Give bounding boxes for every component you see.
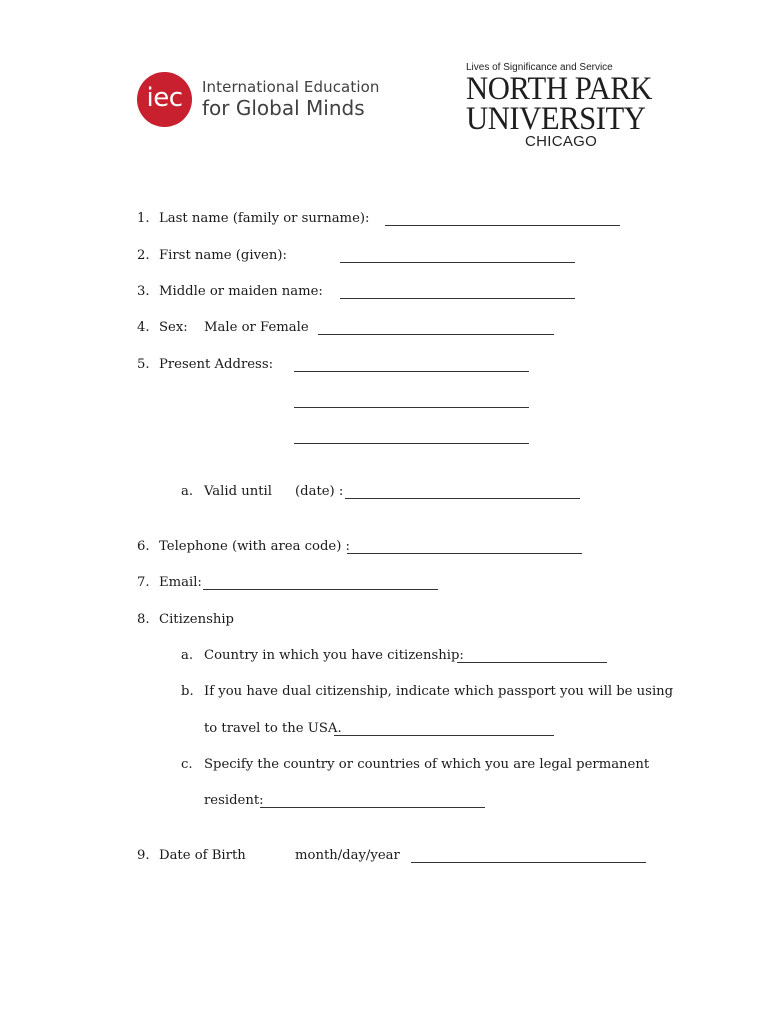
iec-logo-mark: iec — [137, 72, 192, 127]
address-line2-field[interactable] — [294, 407, 529, 408]
iec-logo — [137, 72, 379, 127]
q7-number: 7. — [137, 575, 150, 590]
permanent-residence-field[interactable] — [260, 807, 485, 808]
q8b-line1: If you have dual citizenship, indicate which passport you will be using — [204, 684, 674, 699]
q1-label: Last name (family or surname): — [159, 211, 370, 226]
last-name-field[interactable] — [385, 225, 620, 226]
q8b-letter: b. — [181, 684, 194, 699]
q8c-line1: Specify the country or countries of which you are legal permanent — [204, 757, 650, 772]
q2-label: First name (given): — [159, 248, 287, 263]
q8-number: 8. — [137, 612, 150, 627]
middle-name-field[interactable] — [340, 298, 575, 299]
q6-number: 6. — [137, 539, 150, 554]
first-name-field[interactable] — [340, 262, 575, 263]
valid-until-field[interactable] — [345, 498, 580, 499]
q5a-letter: a. — [181, 484, 194, 499]
q9-label: Date of Birth — [159, 848, 246, 863]
np-tagline: Lives of Significance and Service — [466, 62, 613, 73]
sex-options: Male or Female — [204, 320, 309, 335]
north-park-logo — [466, 62, 666, 150]
q8c-letter: c. — [181, 757, 193, 772]
np-city: CHICAGO — [525, 133, 598, 150]
q4-number: 4. — [137, 320, 150, 335]
iec-logo-text — [202, 80, 379, 119]
q4-label: Sex: — [159, 320, 188, 335]
q9-format: month/day/year — [295, 848, 400, 863]
address-line1-field[interactable] — [294, 371, 529, 372]
telephone-field[interactable] — [347, 553, 582, 554]
iec-logo-line2: for Global Minds — [202, 95, 365, 120]
email-field[interactable] — [203, 589, 438, 590]
address-line3-field[interactable] — [294, 443, 529, 444]
np-name-line1: NORTH PARK — [466, 71, 652, 107]
passport-country-field[interactable] — [334, 735, 554, 736]
q5a-label: Valid until — [204, 484, 272, 499]
q8b-line2: to travel to the USA. — [204, 721, 342, 736]
iec-logo-line1: International Education — [202, 78, 380, 97]
date-of-birth-field[interactable] — [411, 862, 646, 863]
q5-label: Present Address: — [159, 357, 274, 372]
q6-label: Telephone (with area code) : — [159, 539, 350, 554]
q7-label: Email: — [159, 575, 202, 590]
q1-number: 1. — [137, 211, 150, 226]
q8c-line2: resident: — [204, 793, 264, 808]
q2-number: 2. — [137, 248, 150, 263]
q5a-date-label: (date) : — [295, 484, 344, 499]
q9-number: 9. — [137, 848, 150, 863]
sex-field[interactable] — [318, 334, 554, 335]
q5-number: 5. — [137, 357, 150, 372]
np-name-line2: UNIVERSITY — [466, 101, 646, 137]
citizenship-country-field[interactable] — [457, 662, 607, 663]
q3-number: 3. — [137, 284, 150, 299]
q8a-label: Country in which you have citizenship: — [204, 648, 464, 663]
q8-label: Citizenship — [159, 612, 234, 627]
q8a-letter: a. — [181, 648, 194, 663]
q3-label: Middle or maiden name: — [159, 284, 323, 299]
